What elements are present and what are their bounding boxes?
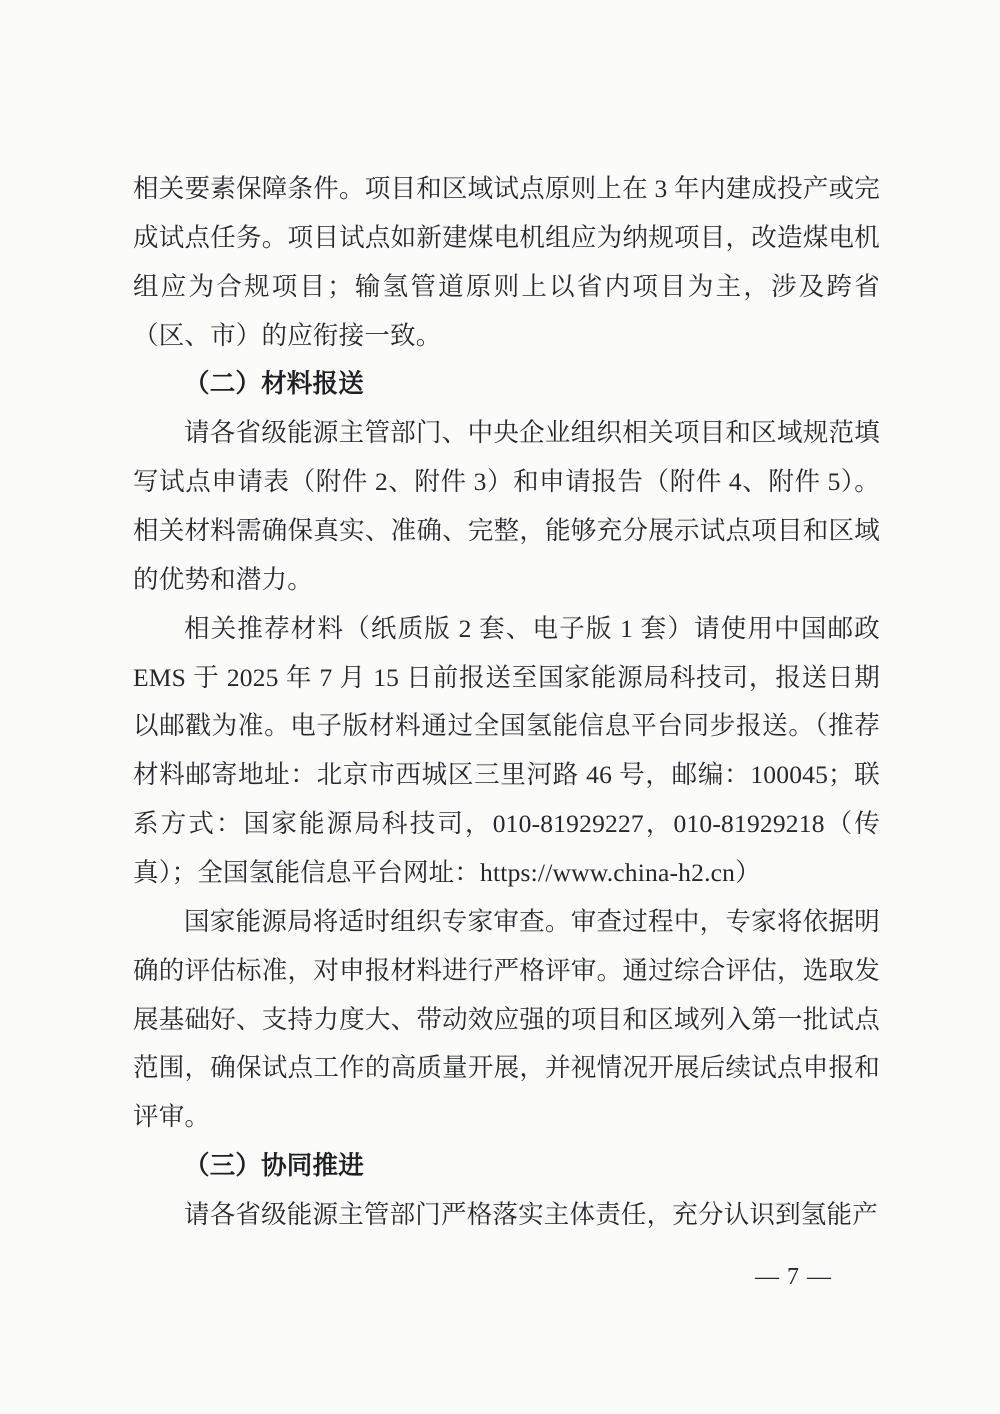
- section-heading-coordinated-advancement: （三）协同推进: [184, 1151, 364, 1181]
- paragraph-mailing-instructions: 相关推荐材料（纸质版 2 套、电子版 1 套）请使用中国邮政 EMS 于 2025 年 7 月 15 日前报送至国家能源局科技司，报送日期以邮戳为准。电子版材料通过全国氢能信息平台同步报送。（推荐材料邮寄地址：北京市西城区三里河路 46 号，邮编：100045；联系方式：国家能源局科技司，010-81929227，010-81929218（传真）；全国氢能信息平台网址：https://www.china-h2.cn）: [133, 613, 880, 888]
- document-body: [133, 165, 880, 1240]
- section-heading-material-submission: （二）材料报送: [184, 369, 364, 399]
- paragraph-provincial-responsibility: 请各省级能源主管部门严格落实主体责任，充分认识到氢能产: [184, 1200, 878, 1230]
- page-number: — 7 —: [755, 1264, 832, 1290]
- paragraph-application-forms: 请各省级能源主管部门、中央企业组织相关项目和区域规范填写试点申请表（附件 2、附件 3）和申请报告（附件 4、附件 5）。相关材料需确保真实、准确、完整，能够充分展示试点项目和区域的优势和潜力。: [133, 418, 880, 594]
- paragraph-expert-review: 国家能源局将适时组织专家审查。审查过程中，专家将依据明确的评估标准，对申报材料进行严格评审。通过综合评估，选取发展基础好、支持力度大、带动效应强的项目和区域列入第一批试点范围，确保试点工作的高质量开展，并视情况开展后续试点申报和评审。: [133, 906, 880, 1132]
- paragraph-requirements-continuation: 相关要素保障条件。项目和区域试点原则上在 3 年内建成投产或完成试点任务。项目试点如新建煤电机组应为纳规项目，改造煤电机组应为合规项目；输氢管道原则上以省内项目为主，涉及跨省（区、市）的应衔接一致。: [133, 174, 880, 350]
